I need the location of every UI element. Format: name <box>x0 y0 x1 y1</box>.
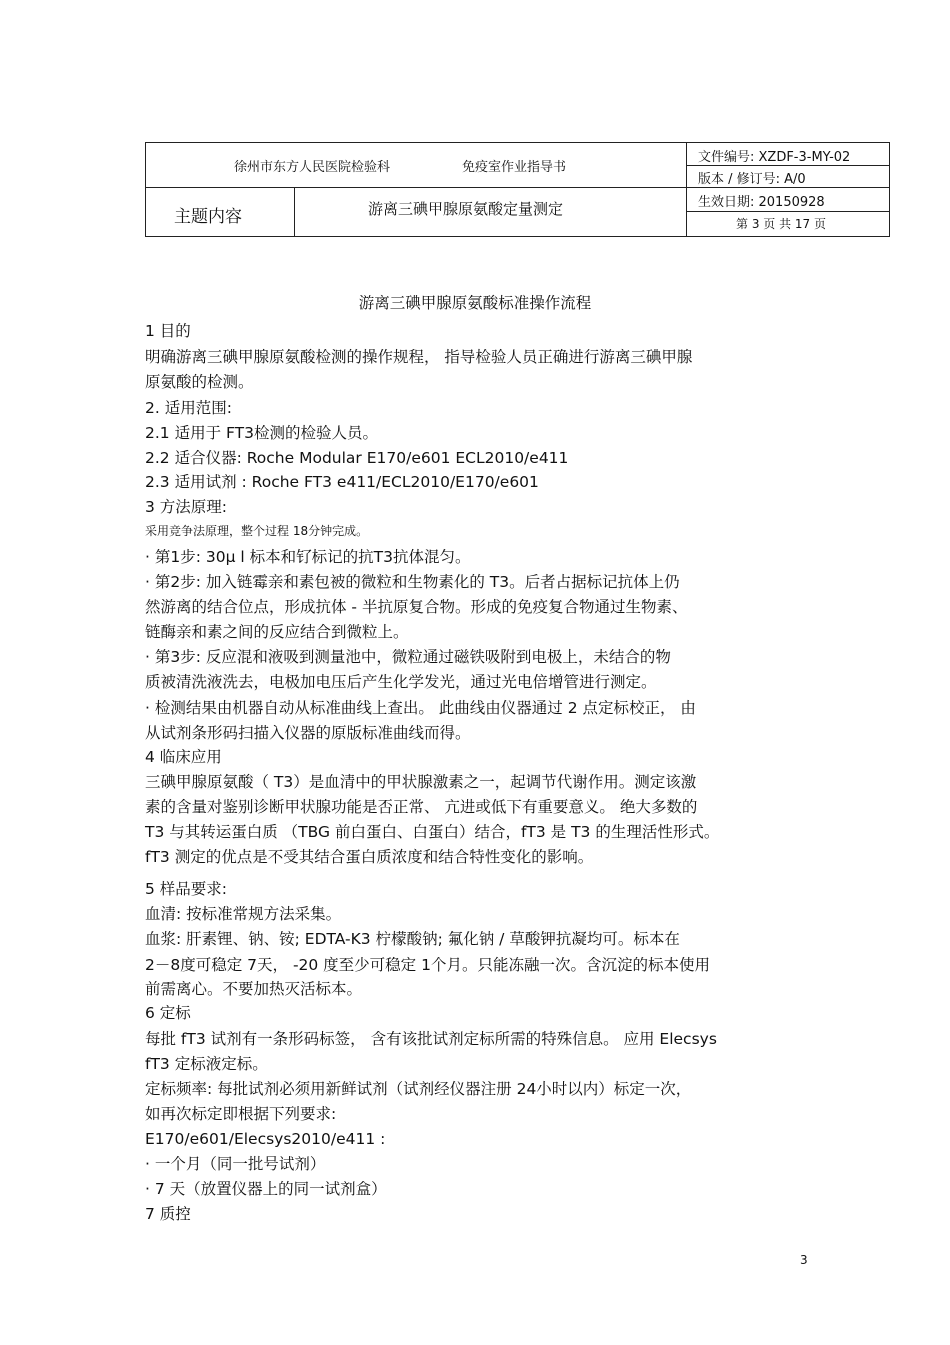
effective-date: 生效日期: 20150928 <box>698 195 825 210</box>
body-line: 2.3 适用试剂 : Roche FT3 e411/ECL2010/E170/e601 <box>145 473 539 491</box>
document-number: 文件编号: XZDF-3-MY-02 <box>698 150 851 165</box>
body-line: 前需离心。不要加热灭活标本。 <box>145 980 363 998</box>
subject-label: 主题内容 <box>174 207 242 227</box>
body-line: 2. 适用范围: <box>145 399 232 417</box>
body-line: T3 与其转运蛋白质 （TBG 前白蛋白、白蛋白）结合，fT3 是 T3 的生理活性形式。 <box>145 823 720 841</box>
document-type: 免疫室作业指导书 <box>462 160 567 175</box>
page-count: 第 3 页 共 17 页 <box>736 217 826 231</box>
body-line: 1 目的 <box>145 322 191 340</box>
body-line: E170/e601/Elecsys2010/e411 : <box>145 1130 386 1148</box>
body-line: 采用竞争法原理，整个过程 18分钟完成。 <box>145 524 369 538</box>
document-header-table <box>145 142 890 237</box>
body-line: · 一个月（同一批号试剂） <box>145 1155 326 1173</box>
body-line: 从试剂条形码扫描入仪器的原版标准曲线而得。 <box>145 724 471 742</box>
body-line: 然游离的结合位点，形成抗体 - 半抗原复合物。形成的免疫复合物通过生物素、 <box>145 598 688 616</box>
document-title: 游离三碘甲腺原氨酸标准操作流程 <box>358 294 592 312</box>
body-line: 2.2 适合仪器: Roche Modular E170/e601 ECL2010/e411 <box>145 449 569 467</box>
body-line: 链酶亲和素之间的反应结合到微粒上。 <box>145 623 409 641</box>
body-line: fT3 测定的优点是不受其结合蛋白质浓度和结合特性变化的影响。 <box>145 848 594 866</box>
body-line: · 检测结果由机器自动从标准曲线上查出。 此曲线由仪器通过 2 点定标校正， 由 <box>145 699 696 717</box>
body-line: 定标频率: 每批试剂必须用新鲜试剂（试剂经仪器注册 24小时以内）标定一次， <box>145 1080 692 1098</box>
body-line: 每批 fT3 试剂有一条形码标签， 含有该批试剂定标所需的特殊信息。 应用 Elecsys <box>145 1030 717 1048</box>
body-line: · 第2步: 加入链霉亲和素包被的微粒和生物素化的 T3。后者占据标记抗体上仍 <box>145 573 680 591</box>
body-line: fT3 定标液定标。 <box>145 1055 268 1073</box>
body-line: 原氨酸的检测。 <box>145 373 254 391</box>
body-line: 素的含量对鉴别诊断甲状腺功能是否正常、 亢进或低下有重要意义。 绝大多数的 <box>145 798 698 816</box>
body-line: 血浆: 肝素锂、钠、铵; EDTA-K3 柠檬酸钠; 氟化钠 / 草酸钾抗凝均可。标本在 <box>145 930 680 948</box>
body-line: · 第1步: 30μ l 标本和钌标记的抗T3抗体混匀。 <box>145 548 471 566</box>
institution-name: 徐州市东方人民医院检验科 <box>234 160 391 175</box>
version-number: 版本 / 修订号: A/0 <box>698 172 806 187</box>
body-line: · 第3步: 反应混和液吸到测量池中，微粒通过磁铁吸附到电极上，未结合的物 <box>145 648 671 666</box>
body-line: 如再次标定即根据下列要求: <box>145 1105 337 1123</box>
body-line: 2.1 适用于 FT3检测的检验人员。 <box>145 424 378 442</box>
body-line: 2－8度可稳定 7天， -20 度至少可稳定 1个月。只能冻融一次。含沉淀的标本使用 <box>145 956 710 974</box>
subject-title: 游离三碘甲腺原氨酸定量测定 <box>368 200 564 218</box>
body-line: 质被清洗液洗去，电极加电压后产生化学发光，通过光电倍增管进行测定。 <box>145 673 657 691</box>
body-line: 明确游离三碘甲腺原氨酸检测的操作规程， 指导检验人员正确进行游离三碘甲腺 <box>145 348 693 366</box>
body-line: 6 定标 <box>145 1004 191 1022</box>
page-number: 3 <box>800 1253 808 1267</box>
body-line: 3 方法原理: <box>145 498 228 516</box>
body-line: 血清: 按标准常规方法采集。 <box>145 905 342 923</box>
body-line: 5 样品要求: <box>145 880 228 898</box>
body-line: · 7 天（放置仪器上的同一试剂盒） <box>145 1180 387 1198</box>
body-line: 4 临床应用 <box>145 748 222 766</box>
body-line: 7 质控 <box>145 1205 191 1223</box>
body-line: 三碘甲腺原氨酸（ T3）是血清中的甲状腺激素之一，起调节代谢作用。测定该激 <box>145 773 697 791</box>
